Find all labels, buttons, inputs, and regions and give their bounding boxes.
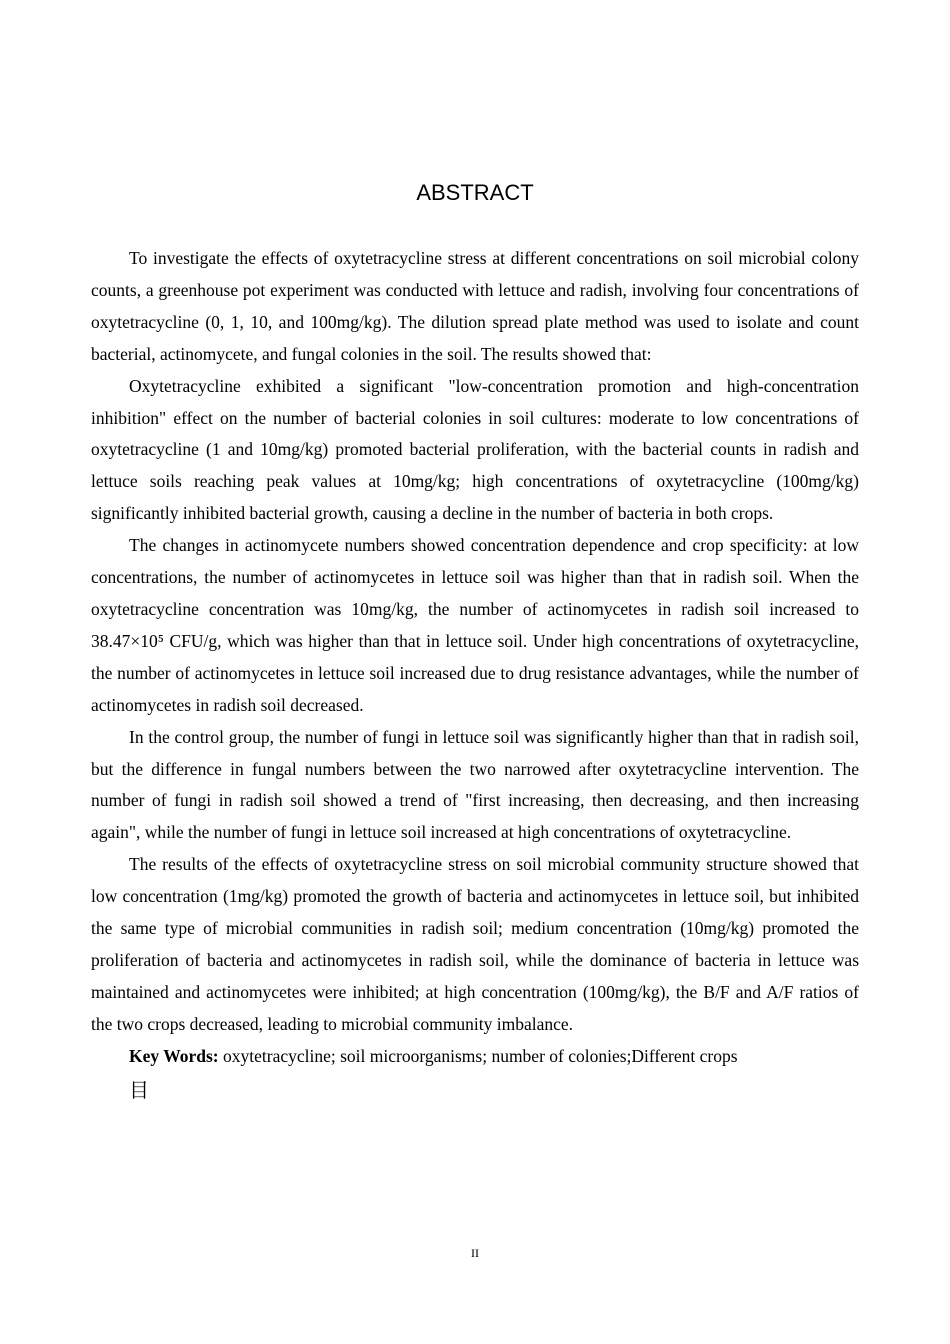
abstract-paragraph-2: Oxytetracycline exhibited a significant "low-concentration promotion and high-concentration inhibition" effect on the number of bacterial colonies in soil cultures: moderate to low concentrations of oxytetracycline (1 and 10mg/kg) promoted bacterial proliferation, with the bacterial counts in radish and lettuce soils reaching peak values at 10mg/kg; high concentrations of oxytetracycline (100mg/kg) significantly inhibited bacterial growth, causing a decline in the number of bacteria in both crops. bbox=[91, 375, 859, 524]
keywords-text: oxytetracycline; soil microorganisms; number of colonies;Different crops bbox=[218, 1045, 738, 1066]
toc-heading-fragment: 目 bbox=[129, 1077, 149, 1102]
keywords-line bbox=[91, 1041, 859, 1073]
abstract-paragraph-3: The changes in actinomycete numbers showed concentration dependence and crop specificity: at low concentrations, the number of actinomycetes in lettuce soil was higher than that in radish soil. When the oxytetracycline concentration was 10mg/kg, the number of actinomycetes in radish soil increased to 38.47×10⁵ CFU/g, which was higher than that in lettuce soil. Under high concentrations of oxytetracycline, the number of actinomycetes in lettuce soil increased due to drug resistance advantages, while the number of actinomycetes in radish soil decreased. bbox=[91, 535, 859, 715]
page-number: II bbox=[471, 1246, 479, 1260]
abstract-paragraph-5: The results of the effects of oxytetracycline stress on soil microbial community structure showed that low concentration (1mg/kg) promoted the growth of bacteria and actinomycetes in lettuce soil, but inhibited the same type of microbial communities in radish soil; medium concentration (10mg/kg) promoted the proliferation of bacteria and actinomycetes in radish soil, while the dominance of bacteria in lettuce was maintained and actinomycetes were inhibited; at high concentration (100mg/kg), the B/F and A/F ratios of the two crops decreased, leading to microbial community imbalance. bbox=[91, 854, 859, 1034]
abstract-body bbox=[91, 243, 859, 1107]
abstract-title: ABSTRACT bbox=[416, 180, 534, 205]
abstract-paragraph-1: To investigate the effects of oxytetracycline stress at different concentrations on soil microbial colony counts, a greenhouse pot experiment was conducted with lettuce and radish, involving four concentrations of oxytetracycline (0, 1, 10, and 100mg/kg). The dilution spread plate method was used to isolate and count bacterial, actinomycete, and fungal colonies in the soil. The results showed that: bbox=[91, 248, 859, 364]
abstract-paragraph-4: In the control group, the number of fungi in lettuce soil was significantly higher than that in radish soil, but the difference in fungal numbers between the two narrowed after oxytetracycline intervention. The number of fungi in radish soil showed a trend of "first increasing, then decreasing, and then increasing again", while the number of fungi in lettuce soil increased at high concentrations of oxytetracycline. bbox=[91, 726, 859, 843]
keywords-label: Key Words: bbox=[129, 1045, 219, 1066]
